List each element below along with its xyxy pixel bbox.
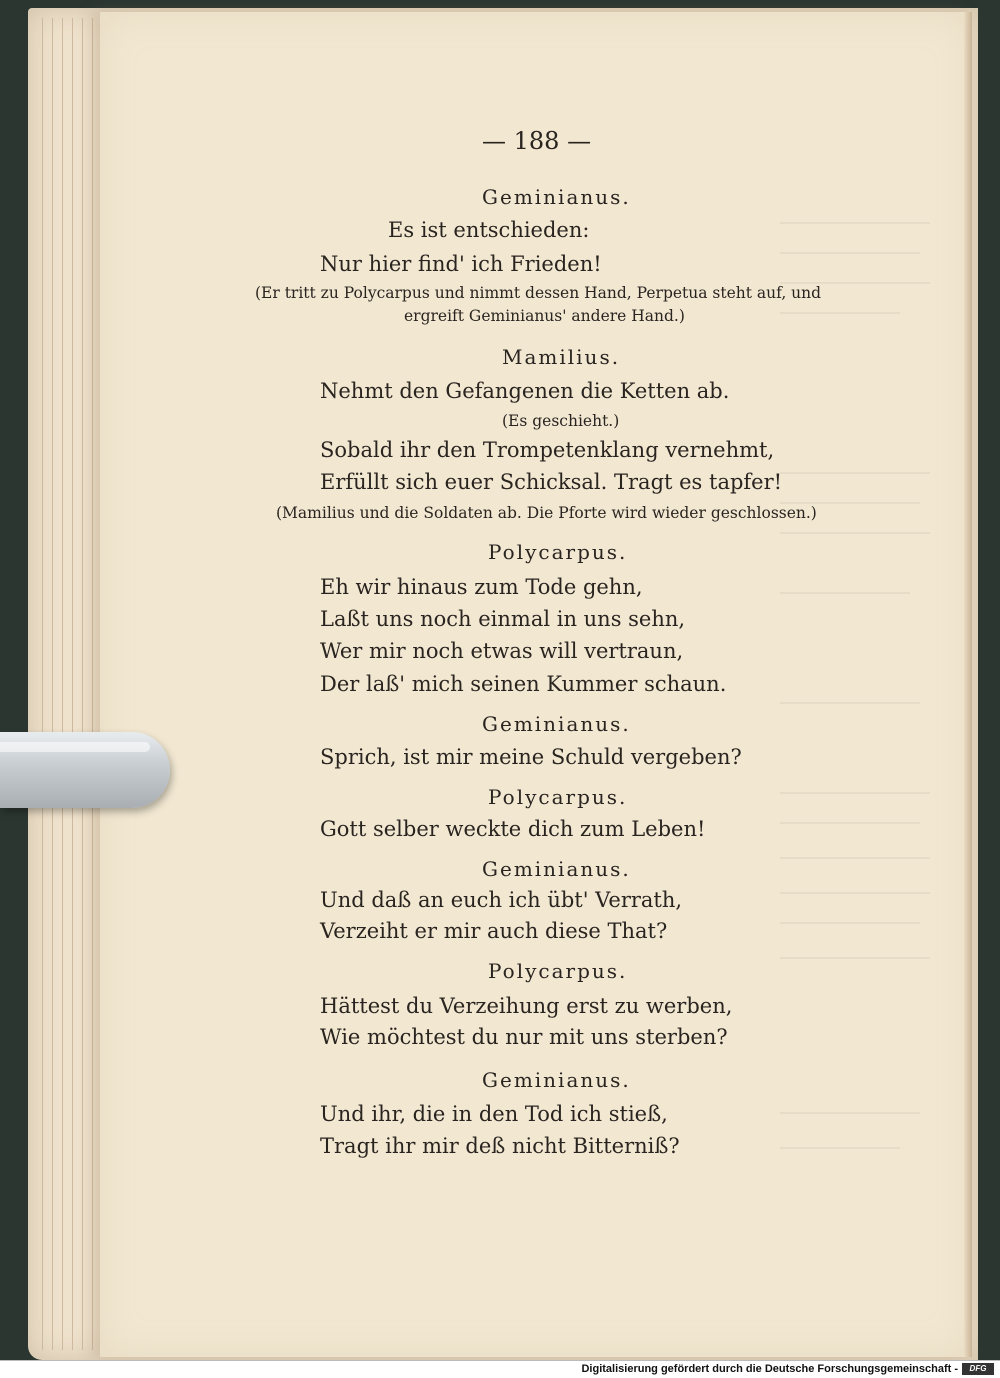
verse-line: Erfüllt sich euer Schicksal. Tragt es tapfer! (320, 470, 783, 494)
speaker-heading: Polycarpus. (488, 959, 628, 983)
verse-line: Nehmt den Gefangenen die Ketten ab. (320, 379, 730, 403)
page-number: — 188 — (482, 127, 592, 155)
stage-direction: (Mamilius und die Soldaten ab. Die Pforte wird wieder geschlossen.) (276, 504, 817, 522)
speaker-heading: Polycarpus. (488, 785, 628, 809)
stage-direction: (Er tritt zu Polycarpus und nimmt dessen Hand, Perpetua steht auf, und (255, 284, 822, 302)
page-edge (74, 18, 83, 1350)
book-page (100, 12, 972, 1357)
speaker-heading: Geminianus. (482, 712, 631, 736)
digitization-footer (0, 1360, 1000, 1378)
stage-direction: ergreift Geminianus' andere Hand.) (404, 307, 685, 325)
page-edge (44, 18, 53, 1350)
verse-line: Sobald ihr den Trompetenklang vernehmt, (320, 438, 775, 462)
speaker-heading: Geminianus. (482, 1068, 631, 1092)
page-text (100, 12, 972, 1357)
verse-line: Tragt ihr mir deß nicht Bitterniß? (320, 1134, 680, 1158)
verse-line: Der laß' mich seinen Kummer schaun. (320, 672, 727, 696)
book-gutter (964, 12, 972, 1357)
verse-line: Es ist entschieden: (388, 218, 590, 242)
verse-line: Eh wir hinaus zum Tode gehn, (320, 575, 643, 599)
clip-highlight (0, 742, 150, 752)
verse-line: Wie möchtest du nur mit uns sterben? (320, 1025, 728, 1049)
verse-line: Und daß an euch ich übt' Verrath, (320, 888, 683, 912)
page-edge (54, 18, 63, 1350)
verse-line: Sprich, ist mir meine Schuld vergeben? (320, 745, 742, 769)
page-edge (64, 18, 73, 1350)
speaker-heading: Geminianus. (482, 185, 631, 209)
speaker-heading: Mamilius. (502, 345, 621, 369)
stage-direction: (Es geschieht.) (502, 412, 620, 430)
verse-line: Hättest du Verzeihung erst zu werben, (320, 994, 733, 1018)
verse-line: Wer mir noch etwas will vertraun, (320, 639, 684, 663)
speaker-heading: Geminianus. (482, 857, 631, 881)
verse-line: Gott selber weckte dich zum Leben! (320, 817, 706, 841)
funding-credit: Digitalisierung gefördert durch die Deutsche Forschungsgemeinschaft - (581, 1363, 958, 1375)
verse-line: Und ihr, die in den Tod ich stieß, (320, 1102, 668, 1126)
speaker-heading: Polycarpus. (488, 540, 628, 564)
page-edge (84, 18, 93, 1350)
page-holder-clip (0, 732, 170, 808)
dfg-logo: DFG (962, 1363, 994, 1375)
verse-line: Laßt uns noch einmal in uns sehn, (320, 607, 686, 631)
page-edge (34, 18, 43, 1350)
verse-line: Nur hier find' ich Frieden! (320, 252, 602, 276)
verse-line: Verzeiht er mir auch diese That? (320, 919, 668, 943)
